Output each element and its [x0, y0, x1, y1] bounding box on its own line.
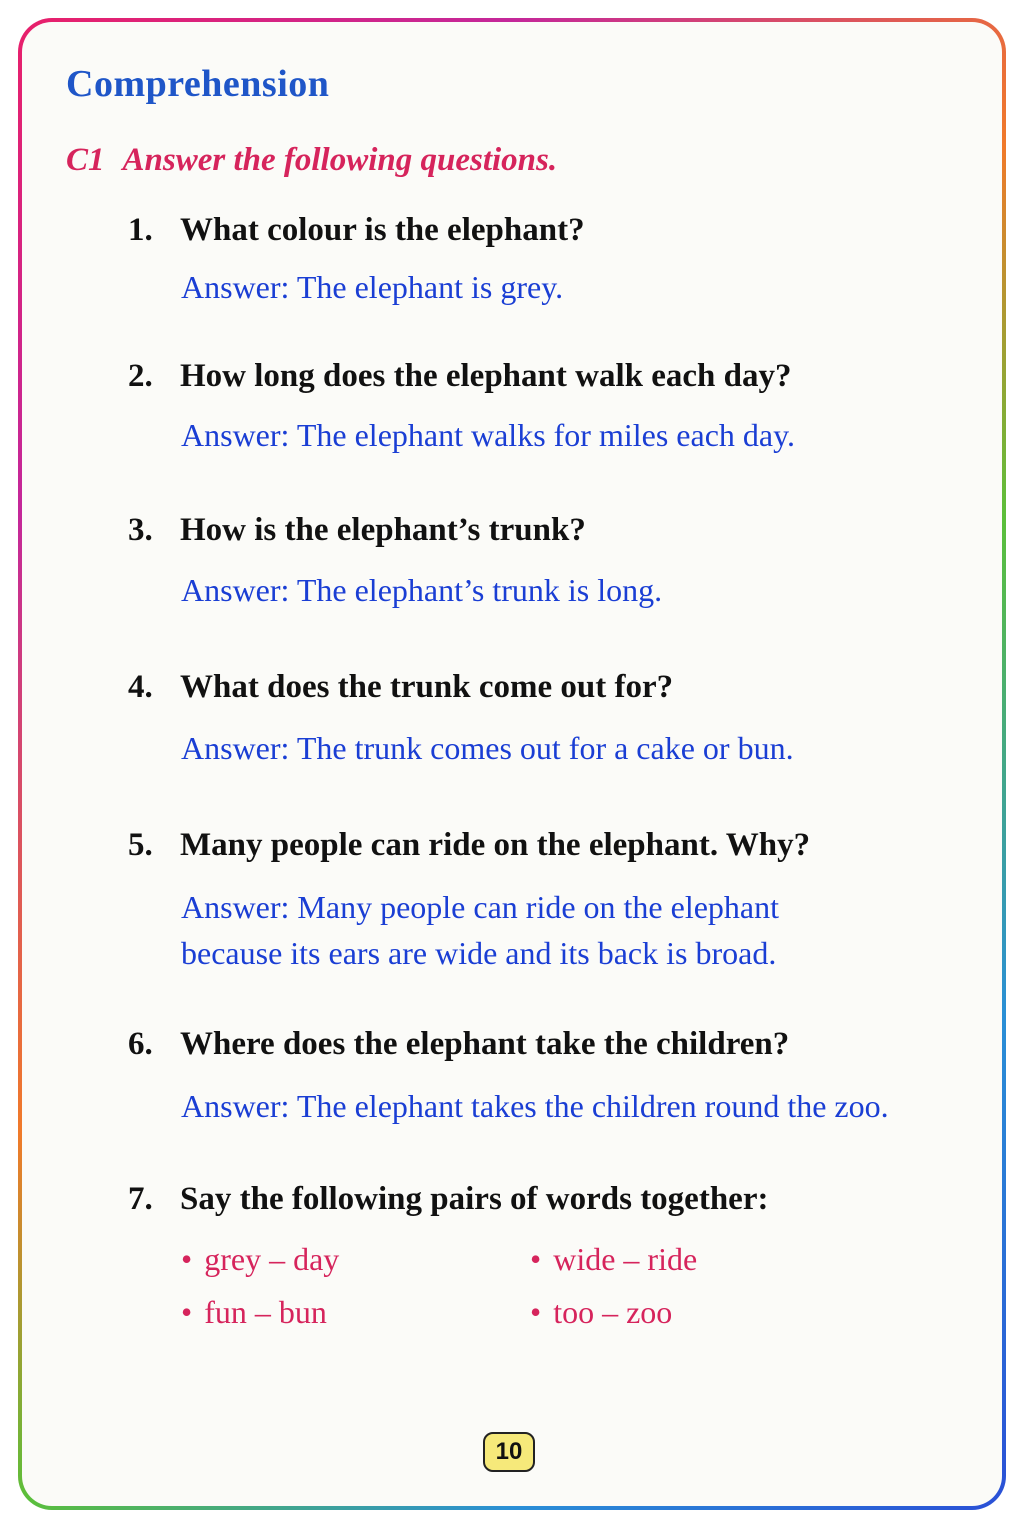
- question-number: 7.: [128, 1181, 153, 1217]
- section-title: Comprehension: [66, 63, 330, 105]
- question-text: Where does the elephant take the children?: [180, 1026, 790, 1062]
- word-pair-text: too – zoo: [553, 1294, 673, 1330]
- exercise-instruction: [66, 142, 557, 179]
- question-7: [128, 1181, 768, 1218]
- bullet-icon: •: [181, 1294, 193, 1330]
- word-pair-text: wide – ride: [553, 1241, 698, 1277]
- answer-2: Answer: The elephant walks for miles each day.: [181, 417, 796, 453]
- answer-3: Answer: The elephant’s trunk is long.: [181, 572, 663, 608]
- question-6: [128, 1026, 789, 1063]
- question-number: 5.: [128, 827, 153, 863]
- word-pair: [530, 1241, 697, 1278]
- question-3: [128, 512, 586, 549]
- question-number: 6.: [128, 1026, 153, 1062]
- question-text: What colour is the elephant?: [180, 212, 585, 248]
- question-number: 1.: [128, 212, 153, 248]
- word-pair: [530, 1294, 672, 1331]
- question-text: Many people can ride on the elephant. Why?: [180, 827, 811, 863]
- answer-6: Answer: The elephant takes the children round the zoo.: [181, 1088, 889, 1124]
- answer-1: Answer: The elephant is grey.: [181, 269, 564, 305]
- word-pair-text: grey – day: [204, 1241, 340, 1277]
- answer-5: [181, 884, 779, 976]
- exercise-code: C1: [66, 142, 105, 178]
- bullet-icon: •: [530, 1294, 542, 1330]
- question-1: [128, 212, 585, 249]
- word-pair: [181, 1241, 339, 1278]
- question-4: [128, 669, 673, 706]
- question-5: [128, 827, 810, 864]
- question-text: What does the trunk come out for?: [180, 669, 674, 705]
- word-pair: [181, 1294, 327, 1331]
- answer-5-line-2: because its ears are wide and its back is broad.: [181, 935, 777, 971]
- question-2: [128, 358, 791, 395]
- question-number: 3.: [128, 512, 153, 548]
- page-number-badge: 10: [483, 1432, 535, 1472]
- answer-5-line-1: Answer: Many people can ride on the elephant: [181, 889, 780, 925]
- bullet-icon: •: [530, 1241, 542, 1277]
- bullet-icon: •: [181, 1241, 193, 1277]
- question-text: Say the following pairs of words together:: [180, 1181, 769, 1217]
- question-number: 2.: [128, 358, 153, 394]
- question-text: How long does the elephant walk each day?: [180, 358, 792, 394]
- word-pair-text: fun – bun: [204, 1294, 327, 1330]
- question-text: How is the elephant’s trunk?: [180, 512, 586, 548]
- instruction-text: Answer the following questions.: [122, 142, 558, 178]
- question-number: 4.: [128, 669, 153, 705]
- answer-4: Answer: The trunk comes out for a cake or bun.: [181, 730, 794, 766]
